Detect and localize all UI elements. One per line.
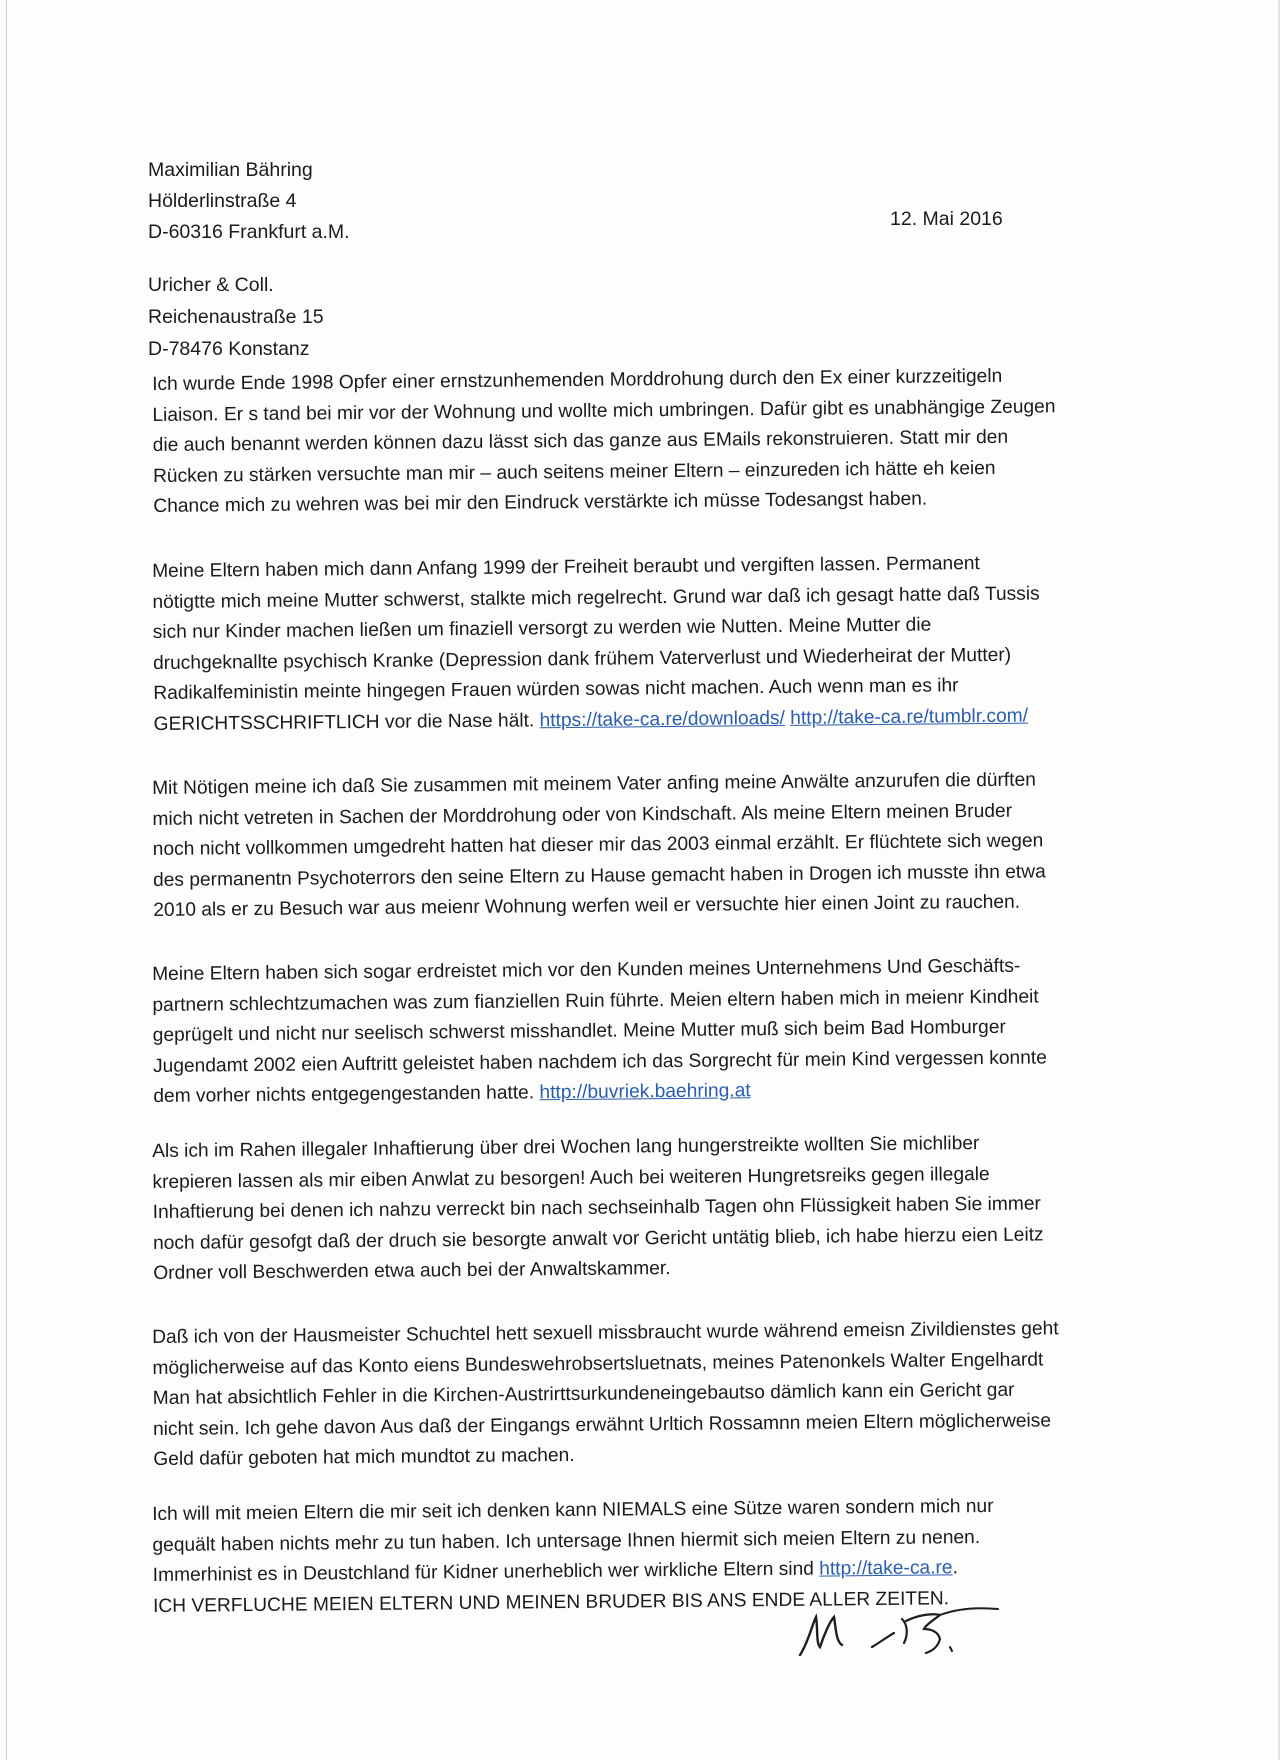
text-line: partnern schlechtzumachen was zum fianziellen Ruin führte. Meien eltern haben mich in meienr Kindheit xyxy=(152,985,1039,1016)
text-line: die auch benannt werden können dazu lässt sich das ganze aus EMails rekonstruieren. Statt mir den xyxy=(152,426,1009,456)
paragraph-1 xyxy=(152,361,1113,523)
text-line: Meine Eltern haben mich dann Anfang 1999 der Freiheit beraubt und vergiften lassen. Permanent xyxy=(152,552,980,582)
text-line: möglicherweise auf das Konto eiens Bundeswehrobsertsluetnats, meines Patenonkels Walter Engelhardt xyxy=(152,1348,1044,1379)
recipient-address xyxy=(148,269,324,365)
letter-date: 12. Mai 2016 xyxy=(890,208,1003,230)
text-segment: . xyxy=(952,1556,958,1578)
sender-address xyxy=(148,155,350,248)
signature-icon xyxy=(790,1595,1020,1665)
letter-body xyxy=(152,365,1112,1646)
text-line: Daß ich von der Hausmeister Schuchtel hett sexuell missbraucht wurde während emeisn Zivildienstes geht xyxy=(152,1318,1059,1348)
buvriek-link[interactable]: http://buvriek.baehring.at xyxy=(539,1080,751,1104)
paragraph-3 xyxy=(152,764,1113,926)
sender-city: D-60316 Frankfurt a.M. xyxy=(148,221,350,243)
recipient-street: Reichenaustraße 15 xyxy=(148,306,324,328)
text-line: geprügelt und nicht nur seelisch schwerst misshandlet. Meine Mutter muß sich beim Bad Homburger xyxy=(152,1016,1006,1046)
sender-name: Maximilian Bähring xyxy=(148,159,313,181)
text-line: Als ich im Rahen illegaler Inhaftierung über drei Wochen lang hungerstreikte wollten Sie michliber xyxy=(152,1132,980,1162)
text-line: mich nicht vetreten in Sachen der Morddrohung oder von Kindschaft. Als meine Eltern meinen Bruder xyxy=(152,799,1013,829)
paragraph-4 xyxy=(152,951,1113,1113)
text-line: Ordner voll Beschwerden etwa auch bei der Anwaltskammer. xyxy=(153,1257,671,1284)
text-line: noch nicht vollkommen umgedreht hatten hat dieser mir das 2003 einmal erzählt. Er flüchtete sich wegen xyxy=(152,829,1044,860)
downloads-link[interactable]: https://take-ca.re/downloads/ xyxy=(539,706,785,731)
text-line: Radikalfeministin meinte hingegen Frauen würden sowas nicht machen. Auch wenn man es ihr xyxy=(153,674,959,704)
text-line: Liaison. Er s tand bei mir vor der Wohnung und wollte mich umbringen. Dafür gibt es unabhängige Zeugen xyxy=(152,395,1056,426)
text-line: Rücken zu stärken versuchte man mir – auch seitens meiner Eltern – einzureden ich hätte eh keien xyxy=(152,457,996,487)
take-care-link[interactable]: http://take-ca.re xyxy=(819,1556,953,1580)
text-line: krepieren lassen als mir eiben Anwlat zu besorgen! Auch bei weiteren Hungretsreiks gegen illegale xyxy=(152,1162,990,1192)
text-segment: Immerhinist es in Deustchland für Kidner unerheblich wer wirkliche Eltern sind xyxy=(152,1558,814,1586)
text-line: Geld dafür geboten hat mich mundtot zu machen. xyxy=(153,1444,575,1470)
tumblr-link[interactable]: http://take-ca.re/tumblr.com/ xyxy=(790,704,1029,728)
text-line: Man hat absichtlich Fehler in die Kirchen-Austrirttsurkundeneingebautso dämlich kann ein Gericht gar xyxy=(152,1379,1015,1409)
text-line: Inhaftierung bei denen ich nahzu verreckt bin nach sechseinhalb Tagen ohn Flüssigkeit haben Sie immer xyxy=(152,1192,1041,1223)
sender-street: Hölderlinstraße 4 xyxy=(148,190,297,212)
paragraph-6 xyxy=(152,1314,1113,1476)
text-line: des permanentn Psychoterrors den seine Eltern zu Hause gemacht haben in Drogen ich musste ihn etwa xyxy=(152,860,1046,890)
text-line: gequält haben nichts mehr zu tun haben. Ich untersage Ihnen hiermit sich meien Eltern zu nenen. xyxy=(152,1526,981,1555)
text-line: Ich wurde Ende 1998 Opfer einer ernstzunhemenden Morddrohung durch den Ex einer kurzzeitigeln xyxy=(152,365,1003,395)
text-line: sich nur Kinder machen ließen um finaziell versorgt zu werden wie Nutten. Meine Mutter die xyxy=(152,614,932,643)
paragraph-2 xyxy=(152,547,1114,739)
text-line: Chance mich zu wehren was bei mir den Eindruck verstärkte ich müsse Todesangst haben. xyxy=(153,488,928,517)
text-segment: dem vorher nichts entgegengestanden hatte. xyxy=(153,1082,535,1107)
text-line: nicht sein. Ich gehe davon Aus daß der Eingangs erwähnt Urltich Rossamnn meien Eltern möglicherweise xyxy=(152,1409,1052,1440)
text-line: Meine Eltern haben sich sogar erdreistet mich vor den Kunden meines Unternehmens Und Geschäfts- xyxy=(152,955,1021,985)
text-segment: GERICHTSSCHRIFTLICH vor die Nase hält. xyxy=(153,709,535,734)
closing-line: ICH VERFLUCHE MEIEN ELTERN UND MEINEN BRUDER BIS ANS ENDE ALLER ZEITEN. xyxy=(152,1587,950,1616)
text-line: 2010 als er zu Besuch war aus meienr Wohnung werfen weil er versuchte hier einen Joint zu rauchen. xyxy=(153,891,1021,921)
text-line: nötigtte mich meine Mutter schwerst, stalkte mich regelrecht. Grund war daß ich gesagt hatte daß Tussis xyxy=(152,582,1040,612)
scan-edge-left xyxy=(6,0,7,1760)
paragraph-5 xyxy=(152,1127,1113,1289)
recipient-name: Uricher & Coll. xyxy=(148,274,274,296)
text-line: Mit Nötigen meine ich daß Sie zusammen mit meinem Vater anfing meine Anwälte anzurufen die dürften xyxy=(152,769,1036,799)
text-line: noch dafür gesofgt daß der druch sie besorgte anwalt vor Gericht untätig blieb, ich habe hierzu eien Leitz xyxy=(152,1223,1044,1253)
text-line: druchgeknallte psychisch Kranke (Depression dank frühem Vaterverlust und Wiederheirat der Mutter) xyxy=(152,643,1012,673)
text-line: Jugendamt 2002 eien Auftritt geleistet haben nachdem ich das Sorgrecht für mein Kind vergessen konnte xyxy=(152,1046,1047,1077)
text-line: Ich will mit meien Eltern die mir seit ich denken kann NIEMALS eine Sütze waren sondern mich nur xyxy=(152,1495,994,1525)
recipient-city: D-78476 Konstanz xyxy=(148,338,310,360)
